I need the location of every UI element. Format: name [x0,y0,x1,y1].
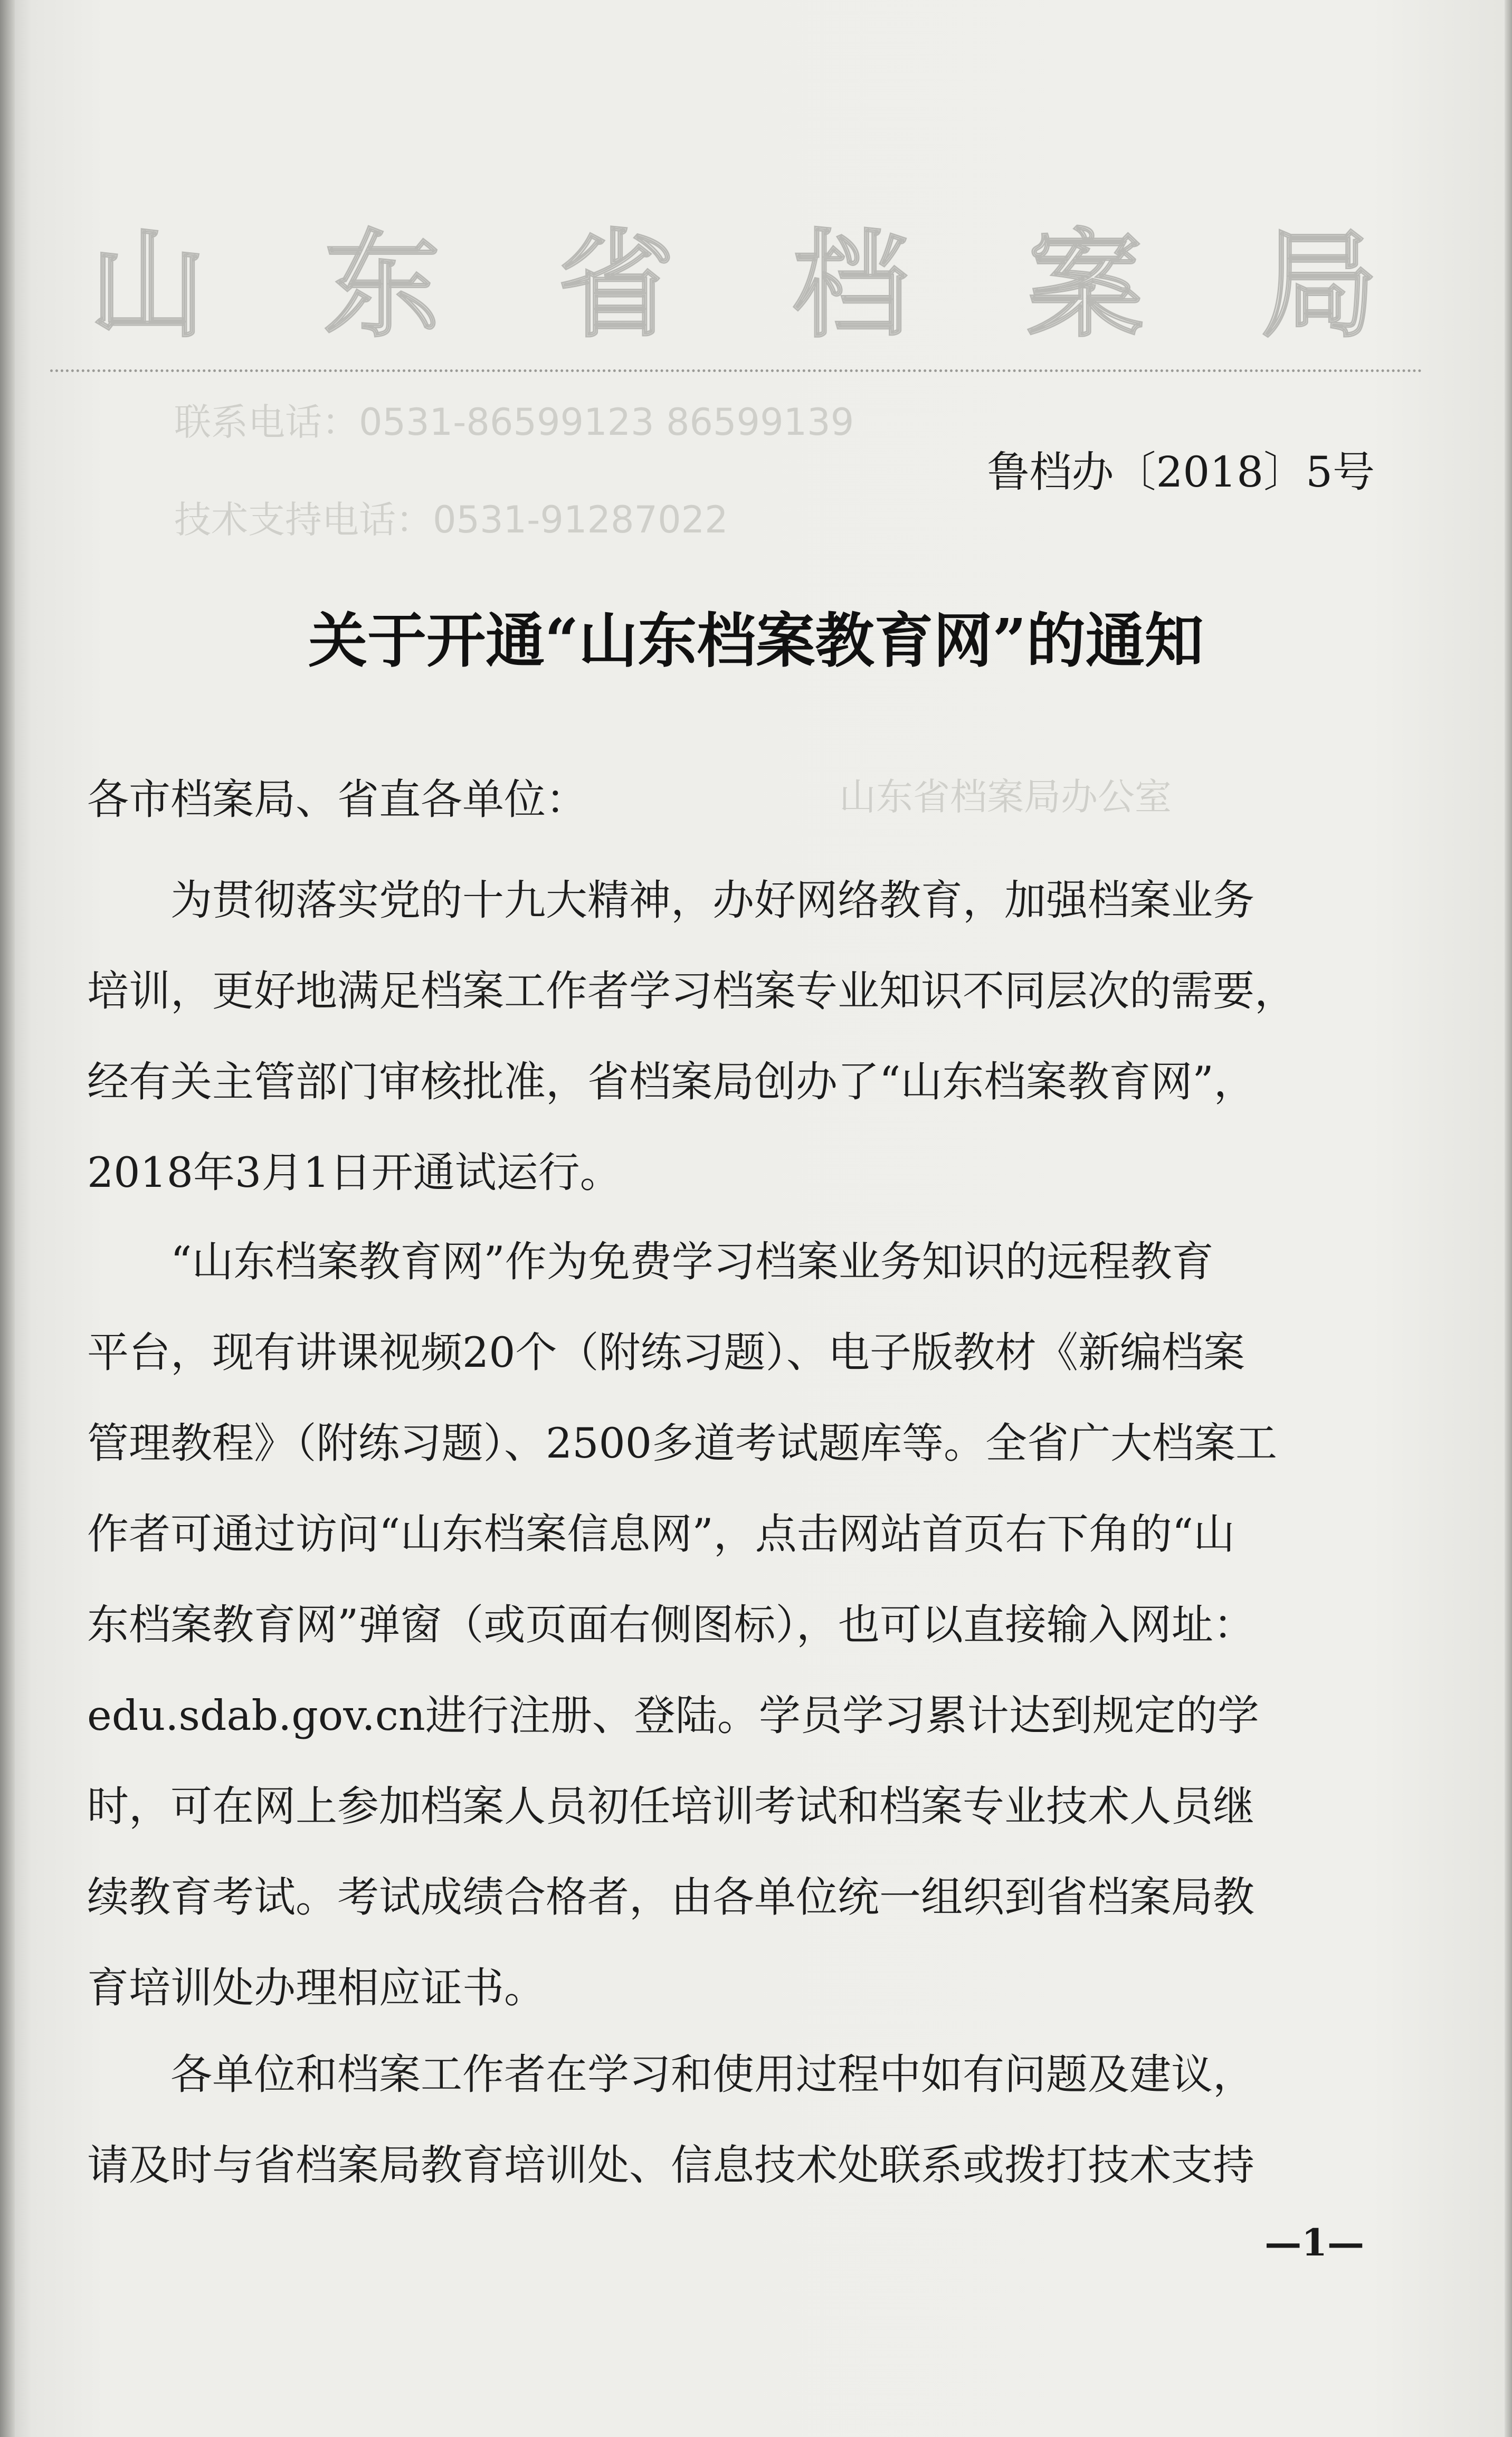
text-line: 管理教程》（附练习题）、2500多道考试题库等。全省广大档案工 [87,1419,1278,1468]
text-line: 各单位和档案工作者在学习和使用过程中如有问题及建议， [87,2050,1254,2099]
show-through-text: 联系电话：0531-86599123 86599139 [174,401,854,444]
letterhead-char: 局 [1261,216,1377,353]
letterhead-char: 东 [324,216,440,353]
paragraph [87,855,1391,1218]
text-line: 培训，更好地满足档案工作者学习档案专业知识不同层次的需要， [87,967,1296,1015]
show-through-text: 技术支持电话：0531-91287022 [174,498,728,541]
letterhead-char: 案 [1026,216,1143,353]
text-line: 东档案教育网”弹窗（或页面右侧图标），也可以直接输入网址： [87,1601,1255,1649]
text-line: 为贯彻落实党的十九大精神，办好网络教育，加强档案业务 [87,876,1254,925]
text-line: 时，可在网上参加档案人员初任培训考试和档案专业技术人员继 [87,1782,1254,1831]
text-line: 请及时与省档案局教育培训处、信息技术处联系或拨打技术支持 [87,2141,1254,2190]
letterhead-char: 档 [792,216,909,353]
letterhead-char: 山 [89,216,206,353]
show-through-text: 山东省档案局办公室 [839,775,1172,818]
text-line: 育培训处办理相应证书。 [87,1964,546,2012]
text-line: 续教育考试。考试成绩合格者，由各单位统一组织到省档案局教 [87,1873,1254,1921]
text-line: 经有关主管部门审核批准，省档案局创办了“山东档案教育网”， [87,1058,1256,1106]
page-number: —1— [1264,2221,1364,2264]
text-line: edu.sdab.gov.cn进行注册、登陆。学员学习累计达到规定的学 [87,1691,1259,1740]
paragraph [87,2029,1391,2211]
letterhead-char: 省 [558,216,674,353]
document-number: 鲁档办〔2018〕5号 [987,448,1375,497]
edge-shadow [1505,0,1512,2437]
notice-title: 关于开通“山东档案教育网”的通知 [308,606,1204,675]
binding-shadow [0,0,15,2437]
letterhead-rule [50,369,1422,372]
text-line: “山东档案教育网”作为免费学习档案业务知识的远程教育 [87,1237,1214,1286]
text-line: 2018年3月1日开通试运行。 [87,1148,622,1197]
text-line: 作者可通过访问“山东档案信息网”，点击网站首页右下角的“山 [87,1510,1235,1558]
paragraph [87,1216,1391,2033]
letterhead [79,216,1388,353]
text-line: 平台，现有讲课视频20个（附练习题）、电子版教材《新编档案 [87,1328,1245,1377]
salutation: 各市档案局、省直各单位： [87,775,587,824]
